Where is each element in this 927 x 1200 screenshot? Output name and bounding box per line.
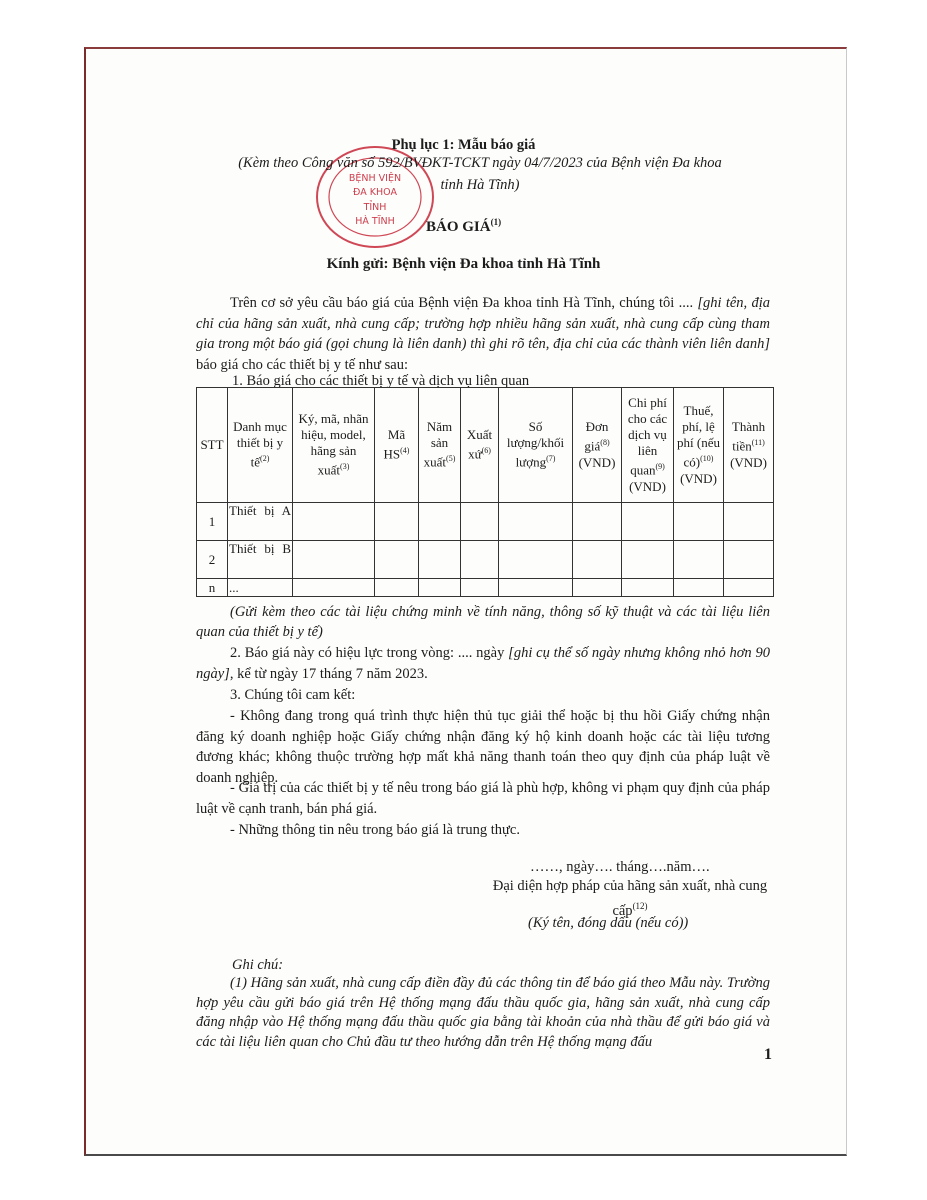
validity-paragraph (196, 643, 770, 684)
validity-start: 2. Báo giá này có hiệu lực trong vòng: .... ngày (230, 645, 505, 661)
validity-end: , kể từ ngày 17 tháng 7 năm 2023. (229, 665, 428, 682)
stamp-line-4: HÀ TĨNH (355, 216, 395, 227)
commitment-1: - Không đang trong quá trình thực hiện thủ tục giải thể hoặc bị thu hồi Giấy chứng nhận đăng ký doanh nghiệp hoặc Giấy chứng nhận đăng ký hộ kinh doanh hoặc các tài liệu tương đương khác; không thuộc trường hợp mất khả năng thanh toán theo quy định của pháp luật về doanh nghiệp. (196, 708, 770, 786)
validity-italic: [ghi cụ thể số ngày nhưng không nhỏ hơn 90 ngày] (196, 645, 771, 682)
commitment-3: - Những thông tin nêu trong báo giá là trung thực. (230, 822, 520, 838)
section-1-title: 1. Báo giá cho các thiết bị y tế và dịch vụ liên quan (232, 373, 530, 389)
header-year: Năm sản xuất$^{(5)}$ (419, 388, 461, 503)
intro-italic: [ghi tên, địa chỉ của hãng sản xuất, nhà cung cấp; trường hợp nhiều hãng sản xuất, nhà cung cấp cùng tham gia trong một báo giá (gọi chung là liên danh) thì ghi rõ tên, địa chỉ của các thành viên liên danh] (196, 295, 771, 352)
header-quantity: Số lượng/khối lượng$^{(7)}$ (499, 388, 573, 503)
row-item: Thiết bị B (228, 541, 293, 579)
appendix-subtitle-line-2: tỉnh Hà Tĩnh) (440, 177, 520, 193)
appendix-title: Phụ lục 1: Mẫu báo giá (391, 137, 536, 153)
commitment-2: - Giá trị của các thiết bị y tế nêu trong báo giá là phù hợp, không vi phạm quy định của pháp luật về cạnh tranh, bán phá giá. (196, 780, 770, 817)
main-title-text: BÁO GIÁ (426, 219, 491, 235)
notes-label: Ghi chú: (232, 957, 284, 973)
row-item: ... (228, 579, 293, 597)
row-stt: 1 (197, 503, 228, 541)
appendix-subtitle (185, 152, 775, 196)
header-service-cost: Chi phí cho các dịch vụ liên quan$^{(9)}$ (VND) (622, 388, 674, 503)
appendix-subtitle-line-1: (Kèm theo Công văn số 592/BVĐKT-TCKT ngày 04/7/2023 của Bệnh viện Đa khoa (238, 155, 722, 171)
main-title (426, 217, 501, 236)
signature-note: (Ký tên, đóng dấu (nếu có)) (528, 915, 689, 931)
row-item: Thiết bị A (228, 503, 293, 541)
header-total: Thành tiền$^{(11)}$ (VND) (724, 388, 774, 503)
stamp-line-1: BỆNH VIỆN (348, 173, 402, 184)
notes-text: (1) Hãng sản xuất, nhà cung cấp điền đầy đủ các thông tin để báo giá theo Mẫu này. Trường hợp yêu cầu gửi báo giá trên Hệ thống mạng đấu thầu quốc gia, hãng sản xuất, nhà cung cấp đăng nhập vào Hệ thống mạng đấu thầu quốc gia bằng tài khoản của nhà thầu để gửi báo giá và các tài liệu liên quan cho Chủ đầu tư theo hướng dẫn trên Hệ thống mạng đấu (196, 975, 770, 1050)
row-stt: 2 (197, 541, 228, 579)
quote-table (196, 387, 774, 597)
table-row (197, 541, 774, 579)
attachment-note: (Gửi kèm theo các tài liệu chứng minh về tính năng, thông số kỹ thuật và các tài liệu liên quan của thiết bị y tế) (196, 604, 770, 640)
stamp-line-3: TỈNH (363, 202, 387, 213)
page-number: 1 (764, 1046, 772, 1063)
recipient-line: Kính gửi: Bệnh viện Đa khoa tỉnh Hà Tĩnh (326, 256, 601, 272)
signature-title: Đại diện hợp pháp của hãng sản xuất, nhà cung cấp$^{(12)}$ (492, 878, 768, 919)
header-unit-price: Đơn giá$^{(8)}$ (VND) (573, 388, 622, 503)
main-title-ref: (1) (490, 217, 502, 227)
intro-end: báo giá cho các thiết bị y tế như sau: (196, 356, 408, 373)
stamp-line-2: ĐA KHOA (353, 187, 397, 198)
table-header-row (197, 388, 774, 503)
header-item: Danh mục thiết bị y tế$^{(2)}$ (228, 388, 293, 503)
intro-paragraph (196, 293, 770, 375)
intro-plain: Trên cơ sở yêu cầu báo giá của Bệnh viện Đa khoa tỉnh Hà Tĩnh, chúng tôi .... (230, 295, 694, 311)
header-hs-code: Mã HS$^{(4)}$ (375, 388, 419, 503)
row-stt: n (197, 579, 228, 597)
header-stt: STT (197, 388, 228, 503)
table-row (197, 579, 774, 597)
signature-date: ……, ngày…. tháng….năm…. (530, 859, 710, 875)
header-tax: Thuế, phí, lệ phí (nếu có)$^{(10)}$ (VND) (674, 388, 724, 503)
table-row (197, 503, 774, 541)
header-model: Ký, mã, nhãn hiệu, model, hãng sản xuất$^{(3)}$ (293, 388, 375, 503)
signature-title-ref: (12) (632, 901, 648, 911)
header-origin: Xuất xứ$^{(6)}$ (461, 388, 499, 503)
commitment-heading: 3. Chúng tôi cam kết: (230, 687, 356, 703)
